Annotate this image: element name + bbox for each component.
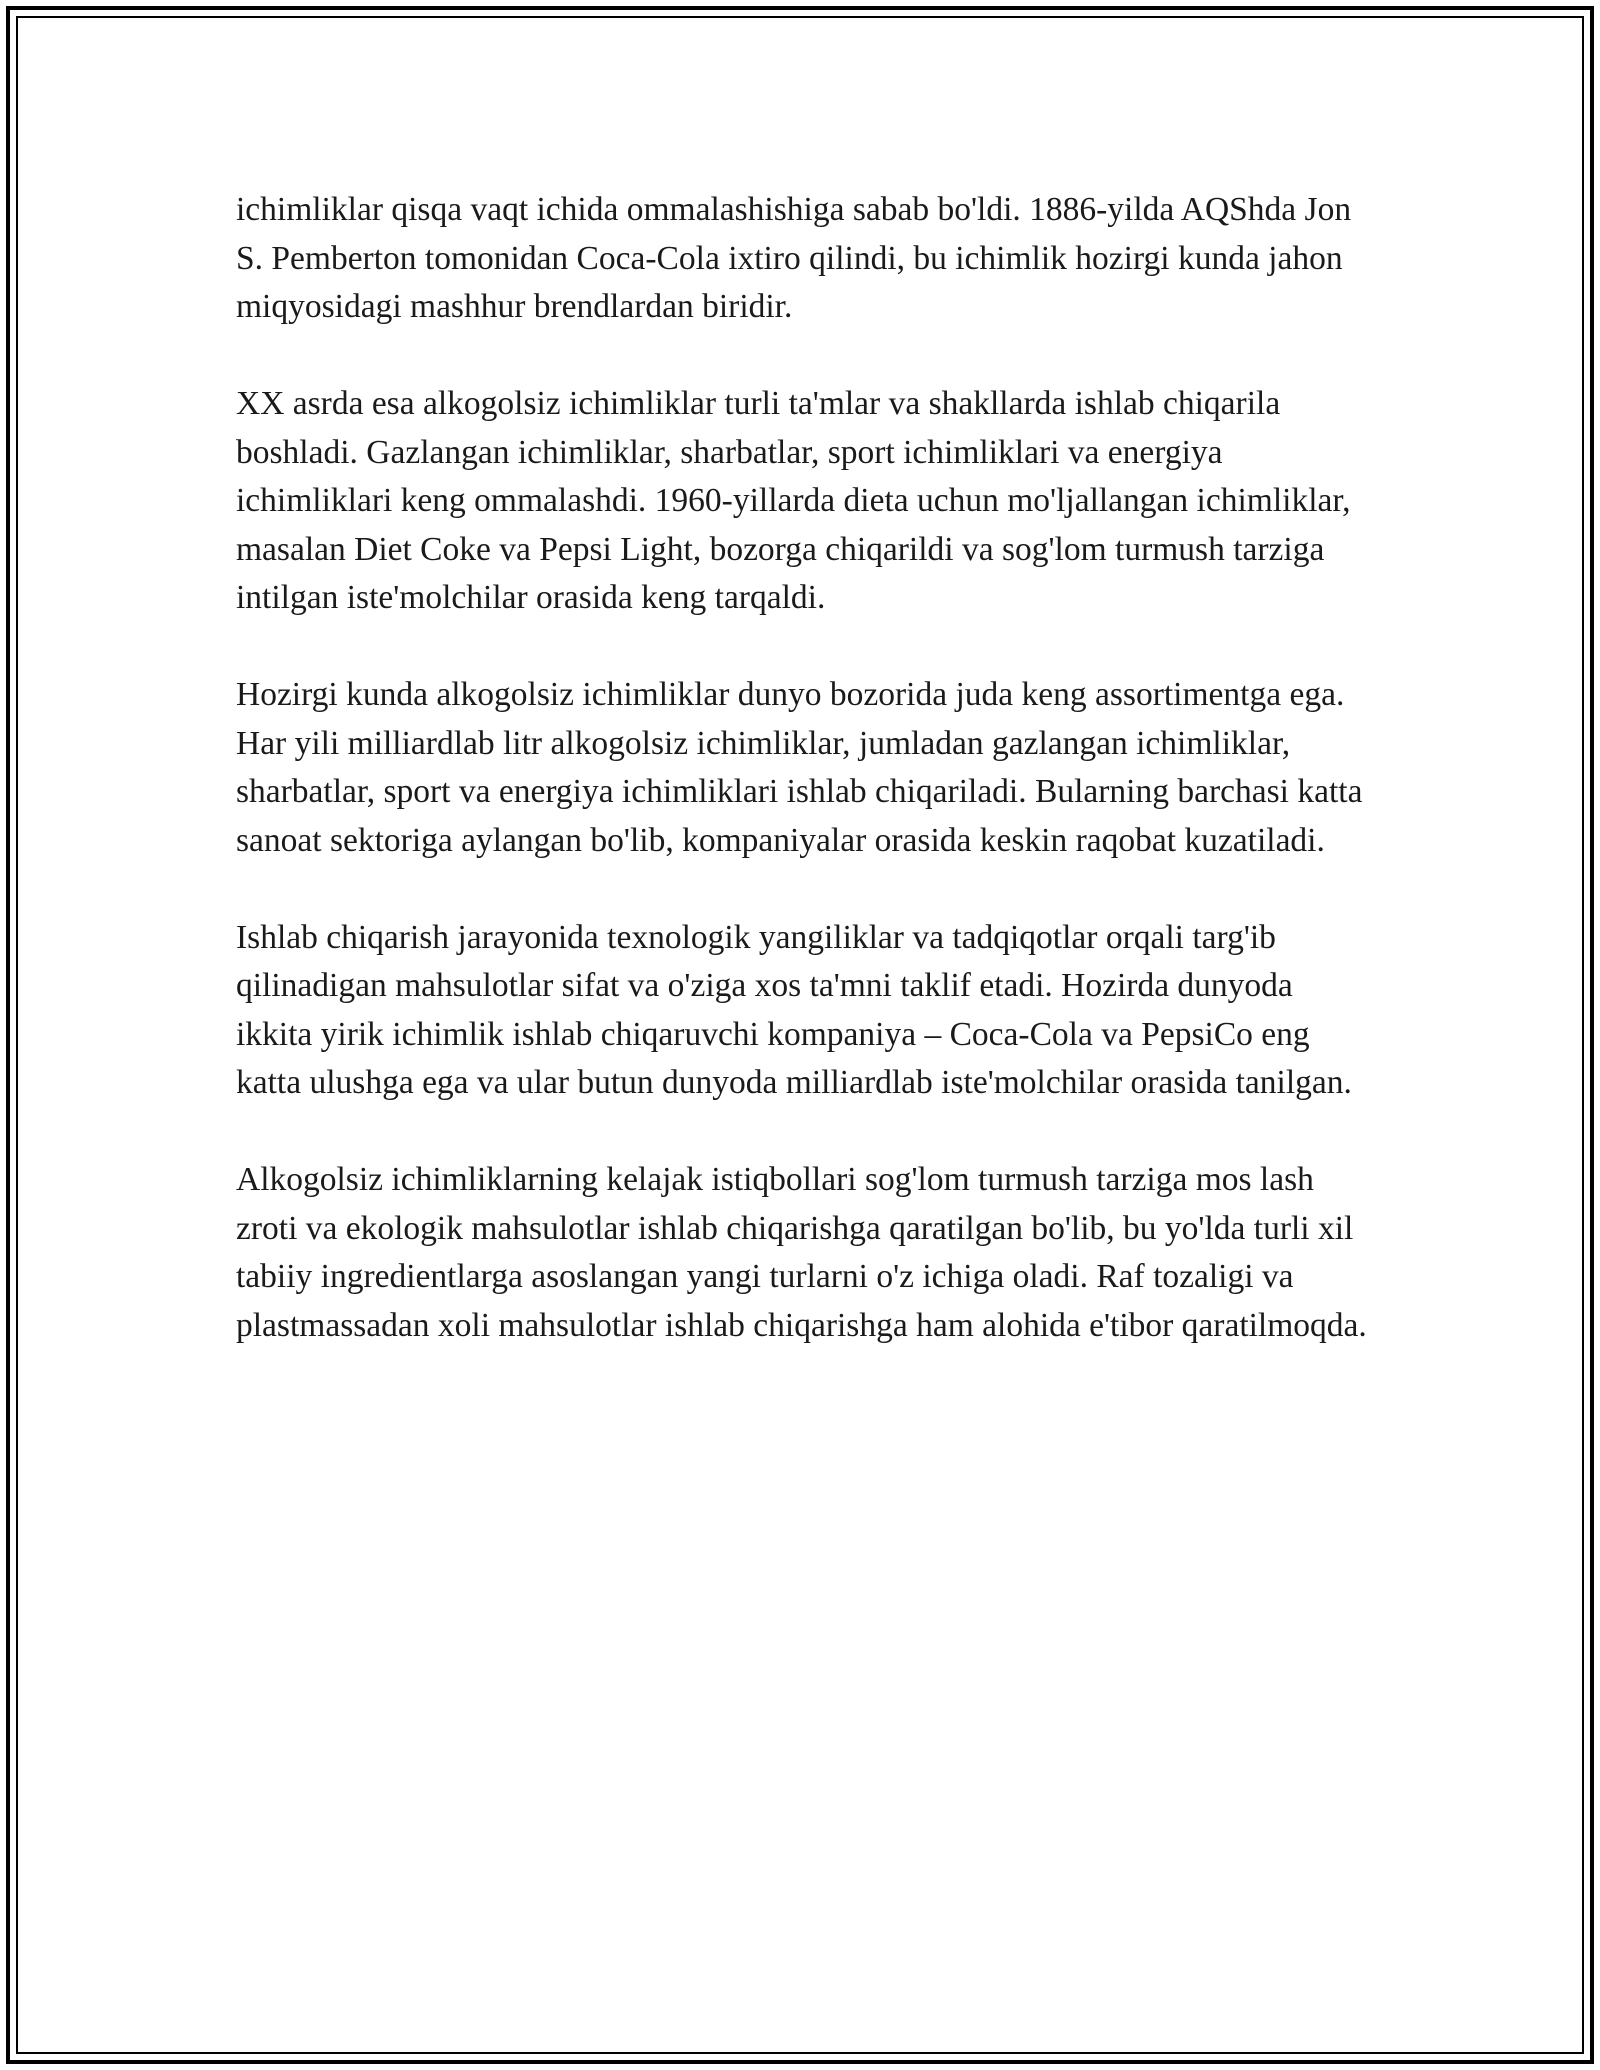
paragraph-1: ichimliklar qisqa vaqt ichida ommalashishiga sabab bo'ldi. 1886-yilda AQShda Jon S. Pemberton tomonidan Coca-Cola ixtiro qilindi, bu ichimlik hozirgi kunda jahon miqyosidagi mashhur brendlardan biridir.: [236, 191, 1352, 325]
paragraph-3: Hozirgi kunda alkogolsiz ichimliklar dunyo bozorida juda keng assortimentga ega. Har yili milliardlab litr alkogolsiz ichimliklar, jumladan gazlangan ichimliklar, sharbatlar, sport va energiya ichimliklari ishlab chiqariladi. Bularning barchasi katta sanoat sektoriga aylangan bo'lib, kompaniyalar orasida keskin raqobat kuzatiladi.: [236, 676, 1363, 859]
paragraph-4: Ishlab chiqarish jarayonida texnologik yangiliklar va tadqiqotlar orqali targ'ib qilinadigan mahsulotlar sifat va o'ziga xos ta'mni taklif etadi. Hozirda dunyoda ikkita yirik ichimlik ishlab chiqaruvchi kompaniya – Coca-Cola va PepsiCo eng katta ulushga ega va ular butun dunyoda milliardlab iste'molchilar orasida tanilgan.: [236, 918, 1352, 1101]
document-body: [236, 186, 1376, 1399]
paragraph-2: XX asrda esa alkogolsiz ichimliklar turli ta'mlar va shakllarda ishlab chiqarila boshladi. Gazlangan ichimliklar, sharbatlar, sport ichimliklari va energiya ichimliklari keng ommalashdi. 1960-yillarda dieta uchun mo'ljallangan ichimliklar, masalan Diet Coke va Pepsi Light, bozorga chiqarildi va sog'lom turmush tarziga intilgan iste'molchilar orasida keng tarqaldi.: [236, 385, 1351, 616]
paragraph-5: Alkogolsiz ichimliklarning kelajak istiqbollari sog'lom turmush tarziga mos lash zroti va ekologik mahsulotlar ishlab chiqarishga qaratilgan bo'lib, bu yo'lda turli xil tabiiy ingredientlarga asoslangan yangi turlarni o'z ichiga oladi. Raf tozaligi va plastmassadan xoli mahsulotlar ishlab chiqarishga ham alohida e'tibor qaratilmoqda.: [236, 1161, 1367, 1344]
